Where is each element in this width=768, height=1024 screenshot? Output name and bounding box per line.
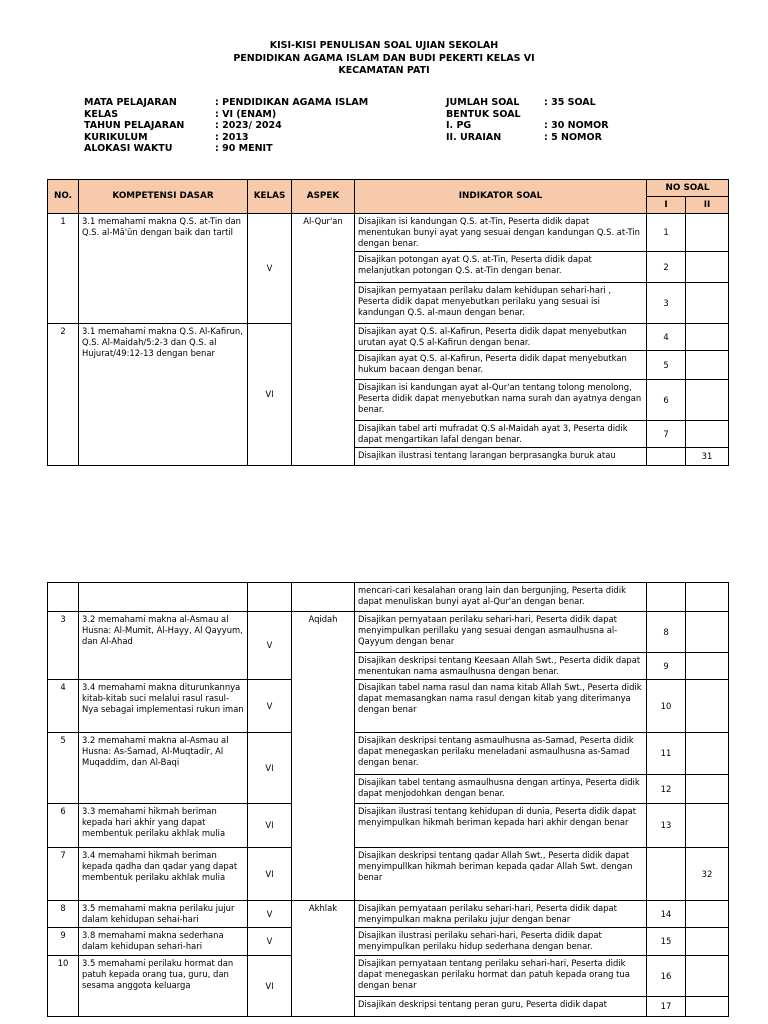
aspek-cell: Al-Qur'an — [292, 214, 355, 466]
indikator-cell: Disajikan tabel nama rasul dan nama kitab Allah Swt., Peserta didik dapat memasangkan nama rasul dengan kitab yang diterimanya dengan benar — [355, 680, 647, 733]
header-no-soal: NO SOAL — [647, 180, 729, 197]
no-soal-ii-cell — [686, 733, 729, 775]
row-number: 9 — [48, 928, 79, 956]
indikator-cell: Disajikan tabel tentang asmaulhusna dengan artinya, Peserta didik dapat menjodohkan dengan benar. — [355, 775, 647, 804]
info-value — [544, 109, 609, 121]
kompetensi-dasar-cell: 3.2 memahami makna al-Asmau al Husna: Al-Mumit, Al-Hayy, Al Qayyum, dan Al-Ahad — [79, 612, 248, 680]
no-soal-ii-cell — [686, 283, 729, 324]
info-label: KELAS — [84, 108, 119, 120]
indikator-cell: Disajikan ayat Q.S. al-Kafirun, Peserta didik dapat menyebutkan urutan ayat Q.S al-Kafirun dengan benar. — [355, 324, 647, 351]
kelas-cell: VI — [248, 733, 292, 804]
no-soal-ii-cell: 32 — [686, 848, 729, 901]
info-value: : 90 MENIT — [215, 143, 273, 154]
indikator-cell: Disajikan pernyataan tentang perilaku sehari-hari, Peserta didik dapat menegaskan perilaku hormat dan patuh kepada orang tua dengan benar — [355, 956, 647, 997]
no-soal-i-cell — [647, 848, 686, 901]
info-label: ALOKASI WAKTU — [84, 143, 173, 154]
kompetensi-dasar-cell: 3.4 memahami makna diturunkannya kitab-kitab suci melalui rasul rasul-Nya sebagai implementasi rukun iman — [79, 680, 248, 733]
header-col-ii: II — [686, 197, 729, 214]
indikator-cell: Disajikan deskripsi tentang qadar Allah Swt., Peserta didik dapat menyimpullkan hikmah beriman kepada qadar Allah Swt. dengan benar — [355, 848, 647, 901]
indikator-cell: Disajikan tabel arti mufradat Q.S al-Maidah ayat 3, Peserta didik dapat mengartikan lafal dengan benar. — [355, 421, 647, 448]
info-value: : 30 NOMOR — [544, 120, 609, 131]
info-value: : 2013 — [215, 131, 249, 143]
kelas-cell: VI — [248, 324, 292, 466]
no-soal-i-cell: 6 — [647, 380, 686, 421]
kelas-cell — [248, 583, 292, 612]
info-value: : PENDIDIKAN AGAMA ISLAM — [215, 97, 369, 108]
indikator-cell: Disajikan deskripsi tentang Keesaan Allah Swt., Peserta didik dapat menentukan nama asmaulhusna dengan benar. — [355, 653, 647, 680]
table-row — [48, 804, 729, 848]
kelas-cell: V — [248, 214, 292, 324]
kompetensi-dasar-cell: 3.4 memahami hikmah beriman kepada qadha dan qadar yang dapat membentuk perilaku akhlak mulia — [79, 848, 248, 901]
no-soal-ii-cell — [686, 901, 729, 928]
info-label: II. URAIAN — [446, 131, 502, 143]
indikator-cell: Disajikan ayat Q.S. al-Kafirun, Peserta didik dapat menyebutkan hukum bacaan dengan benar. — [355, 351, 647, 380]
header-aspek: ASPEK — [292, 180, 355, 214]
no-soal-ii-cell — [686, 997, 729, 1017]
info-value: : VI (ENAM) — [215, 108, 277, 120]
kompetensi-dasar-cell — [79, 583, 248, 612]
no-soal-ii-cell — [686, 680, 729, 733]
table-row — [48, 901, 729, 928]
indikator-cell: mencari-cari kesalahan orang lain dan bergunjing, Peserta didik dapat menuliskan bunyi ayat al-Qur'an dengan benar. — [355, 583, 647, 612]
indikator-cell: Disajikan deskripsi tentang peran guru, Peserta didik dapat — [355, 997, 647, 1017]
no-soal-i-cell: 16 — [647, 956, 686, 997]
indikator-cell: Disajikan ilustrasi perilaku sehari-hari, Peserta didik dapat menyimpulkan perilaku hidup sederhana dengan benar. — [355, 928, 647, 956]
no-soal-ii-cell — [686, 775, 729, 804]
kompetensi-dasar-cell: 3.1 memahami makna Q.S. at-Tin dan Q.S. al-Mā'ūn dengan baik dan tartil — [79, 214, 248, 324]
no-soal-i-cell: 13 — [647, 804, 686, 848]
kelas-cell: VI — [248, 956, 292, 1017]
no-soal-i-cell: 8 — [647, 612, 686, 653]
row-number: 6 — [48, 804, 79, 848]
kelas-cell: VI — [248, 804, 292, 848]
no-soal-i-cell — [647, 448, 686, 466]
row-number: 1 — [48, 214, 79, 324]
no-soal-i-cell: 2 — [647, 252, 686, 283]
no-soal-i-cell: 3 — [647, 283, 686, 324]
no-soal-ii-cell: 31 — [686, 448, 729, 466]
row-number: 5 — [48, 733, 79, 804]
aspek-cell: Aqidah — [292, 612, 355, 901]
kompetensi-dasar-cell: 3.5 memahami makna perilaku jujur dalam kehidupan sehai-hari — [79, 901, 248, 928]
no-soal-ii-cell — [686, 324, 729, 351]
no-soal-i-cell: 1 — [647, 214, 686, 252]
kompetensi-dasar-cell: 3.5 memahami perilaku hormat dan patuh kepada orang tua, guru, dan sesama anggota keluarga — [79, 956, 248, 1017]
no-soal-i-cell: 17 — [647, 997, 686, 1017]
indikator-cell: Disajikan deskripsi tentang asmaulhusna as-Samad, Peserta didik dapat menegaskan perilaku meneladani asmaulhusna as-Samad dengan benar. — [355, 733, 647, 775]
no-soal-ii-cell — [686, 252, 729, 283]
table-row — [48, 612, 729, 653]
info-left-labels — [84, 97, 184, 155]
kompetensi-dasar-cell: 3.2 memahami makna al-Asmau al Husna: As-Samad, Al-Muqtadir, Al Muqaddim, dan Al-Baqi — [79, 733, 248, 804]
row-number: 8 — [48, 901, 79, 928]
no-soal-i-cell: 11 — [647, 733, 686, 775]
table-row — [48, 680, 729, 733]
no-soal-ii-cell — [686, 804, 729, 848]
table-row — [48, 956, 729, 997]
no-soal-i-cell: 7 — [647, 421, 686, 448]
doc-title-line1: KISI-KISI PENULISAN SOAL UJIAN SEKOLAH — [269, 40, 499, 51]
header-kelas: KELAS — [248, 180, 292, 214]
info-value: : 5 NOMOR — [544, 131, 602, 143]
row-number: 4 — [48, 680, 79, 733]
row-number: 2 — [48, 324, 79, 466]
header-indikator-soal: INDIKATOR SOAL — [355, 180, 647, 214]
table-row — [48, 928, 729, 956]
no-soal-ii-cell — [686, 653, 729, 680]
no-soal-i-cell — [647, 583, 686, 612]
no-soal-ii-cell — [686, 612, 729, 653]
no-soal-ii-cell — [686, 421, 729, 448]
indikator-cell: Disajikan pernyataan perilaku sehari-hari, Peserta didik dapat menyimpulkan makna perilaku jujur dengan benar — [355, 901, 647, 928]
info-label: TAHUN PELAJARAN — [84, 120, 185, 131]
info-right-labels — [446, 97, 521, 143]
no-soal-i-cell: 4 — [647, 324, 686, 351]
no-soal-ii-cell — [686, 351, 729, 380]
table-row — [48, 324, 729, 351]
row-number: 3 — [48, 612, 79, 680]
no-soal-ii-cell — [686, 214, 729, 252]
no-soal-i-cell: 10 — [647, 680, 686, 733]
info-label: MATA PELAJARAN — [84, 97, 177, 108]
info-label: JUMLAH SOAL — [446, 97, 520, 108]
row-number — [48, 583, 79, 612]
row-number: 10 — [48, 956, 79, 1017]
indikator-cell: Disajikan pernyataan perilaku sehari-hari, Peserta didik dapat menyimpulkan perillaku yang sesuai dengan asmaulhusna al-Qayyum dengan benar — [355, 612, 647, 653]
doc-title-line2: PENDIDIKAN AGAMA ISLAM DAN BUDI PEKERTI KELAS VI — [233, 52, 535, 64]
doc-title-line3: KECAMATAN PATI — [338, 65, 430, 76]
kelas-cell: V — [248, 928, 292, 956]
no-soal-i-cell: 5 — [647, 351, 686, 380]
header-col-i: I — [647, 197, 686, 214]
kelas-cell: VI — [248, 848, 292, 901]
info-label: BENTUK SOAL — [446, 108, 521, 120]
info-label: I. PG — [446, 120, 472, 131]
aspek-cell — [292, 583, 355, 612]
indikator-cell: Disajikan potongan ayat Q.S. at-Tin, Peserta didik dapat melanjutkan potongan Q.S. at-Tin dengan benar. — [355, 252, 647, 283]
table-row — [48, 848, 729, 901]
row-number: 7 — [48, 848, 79, 901]
table-row — [48, 214, 729, 252]
indikator-cell: Disajikan ilustrasi tentang kehidupan di dunia, Peserta didik dapat menyimpulkan hikmah beriman kepada hari akhir dengan benar — [355, 804, 647, 848]
no-soal-ii-cell — [686, 956, 729, 997]
kelas-cell: V — [248, 901, 292, 928]
header-kompetensi-dasar: KOMPETENSI DASAR — [79, 180, 248, 214]
indikator-cell: Disajikan isi kandungan ayat al-Qur'an tentang tolong menolong, Peserta didik dapat menyebutkan nama surah dan ayatnya dengan benar. — [355, 380, 647, 421]
no-soal-i-cell: 9 — [647, 653, 686, 680]
kisi-kisi-table-page1 — [47, 179, 729, 466]
header-no: NO. — [48, 180, 79, 214]
table-row — [48, 733, 729, 775]
table-row-continuation — [48, 583, 729, 612]
indikator-cell: Disajikan isi kandungan Q.S. at-Tin, Peserta didik dapat menentukan bunyi ayat yang sesuai dengan kandungan Q.S. at-Tin dengan benar. — [355, 214, 647, 252]
kompetensi-dasar-cell: 3.1 memahami makna Q.S. Al-Kafirun, Q.S. Al-Maidah/5:2-3 dan Q.S. al Hujurat/49:12-13 dengan benar — [79, 324, 248, 466]
info-label: KURIKULUM — [84, 131, 148, 143]
no-soal-i-cell: 14 — [647, 901, 686, 928]
aspek-cell: Akhlak — [292, 901, 355, 1017]
no-soal-i-cell: 15 — [647, 928, 686, 956]
info-left-values — [215, 97, 368, 155]
info-value: : 35 SOAL — [544, 97, 596, 108]
kelas-cell: V — [248, 680, 292, 733]
info-right-values — [544, 97, 609, 143]
info-value: : 2023/ 2024 — [215, 120, 282, 131]
indikator-cell: Disajikan pernyataan perilaku dalam kehidupan sehari-hari , Peserta didik dapat menyebutkan perilaku yang sesuai isi kandungan Q.S. al-maun dengan benar. — [355, 283, 647, 324]
no-soal-i-cell: 12 — [647, 775, 686, 804]
no-soal-ii-cell — [686, 928, 729, 956]
kisi-kisi-table-page2 — [47, 582, 729, 1017]
no-soal-ii-cell — [686, 583, 729, 612]
no-soal-ii-cell — [686, 380, 729, 421]
kelas-cell: V — [248, 612, 292, 680]
indikator-cell: Disajikan ilustrasi tentang larangan berprasangka buruk atau — [355, 448, 647, 466]
kompetensi-dasar-cell: 3.3 memahami hikmah beriman kepada hari akhir yang dapat membentuk perilaku akhlak mulia — [79, 804, 248, 848]
kompetensi-dasar-cell: 3.8 memahami makna sederhana dalam kehidupan sehari-hari — [79, 928, 248, 956]
